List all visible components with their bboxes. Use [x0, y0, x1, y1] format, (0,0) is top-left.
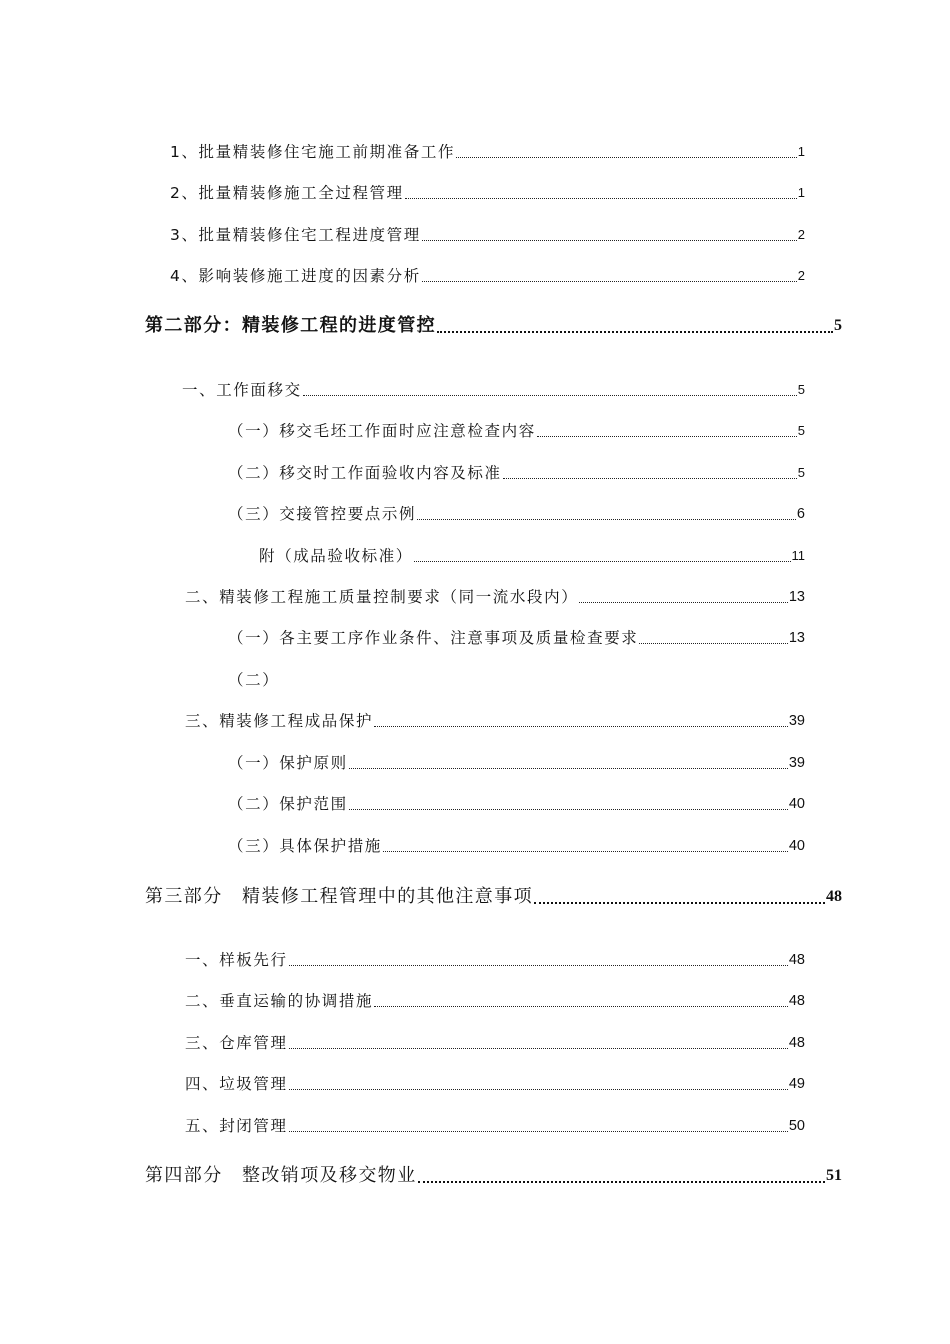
toc-entry-page: 40: [788, 838, 805, 854]
dot-leader: [437, 331, 833, 333]
dot-leader: [349, 768, 788, 769]
toc-part-page: 51: [826, 1167, 842, 1184]
toc-entry-label: 1、批量精装修住宅施工前期准备工作: [170, 143, 456, 161]
toc-part-4[interactable]: [145, 1164, 842, 1188]
dot-leader: [414, 561, 791, 562]
dot-leader: [349, 809, 788, 810]
toc-entry-label: 二、精装修工程施工质量控制要求（同一流水段内）: [185, 588, 579, 606]
toc-entry-label: 五、封闭管理: [185, 1117, 288, 1135]
toc-subsection-1b[interactable]: [228, 463, 805, 483]
toc-entry-label: （三）交接管控要点示例: [228, 505, 417, 523]
toc-entry-label: （一）各主要工序作业条件、注意事项及质量检查要求: [228, 629, 639, 647]
dot-leader: [503, 478, 797, 479]
toc-entry-label: （一）移交毛坯工作面时应注意检查内容: [228, 422, 536, 440]
toc-entry-label: 三、仓库管理: [185, 1034, 288, 1052]
dot-leader: [405, 198, 797, 199]
toc-entry-label: 附（成品验收标准）: [259, 547, 413, 565]
toc-entry-label: （二）: [228, 671, 280, 689]
dot-leader: [374, 726, 788, 727]
toc-entry-page: 39: [788, 713, 805, 729]
toc-item-5[interactable]: [185, 1116, 805, 1136]
toc-entry-label: 二、垂直运输的协调措施: [185, 992, 374, 1010]
toc-entry-label: （二）移交时工作面验收内容及标准: [228, 464, 502, 482]
toc-entry-label: 三、精装修工程成品保护: [185, 712, 374, 730]
toc-entry-label: 四、垃圾管理: [185, 1075, 288, 1093]
toc-entry-label: （一）保护原则: [228, 754, 348, 772]
toc-entry-page: 5: [797, 382, 805, 397]
dot-leader: [456, 157, 797, 158]
toc-part-label: 第三部分 精装修工程管理中的其他注意事项: [145, 886, 533, 907]
toc-entry-label: （三）具体保护措施: [228, 837, 382, 855]
toc-subsection-2a[interactable]: [228, 628, 805, 648]
toc-part-3[interactable]: [145, 885, 842, 909]
toc-section-1[interactable]: [182, 380, 805, 400]
dot-leader: [422, 240, 797, 241]
dot-leader: [418, 1181, 825, 1183]
toc-subsection-2b[interactable]: [228, 670, 279, 690]
toc-entry-page: 49: [788, 1076, 805, 1092]
dot-leader: [374, 1006, 788, 1007]
toc-subsection-1c[interactable]: [228, 504, 805, 524]
toc-part-2[interactable]: [145, 314, 842, 338]
dot-leader: [422, 281, 797, 282]
dot-leader: [639, 643, 787, 644]
dot-leader: [303, 395, 797, 396]
toc-entry-label: 一、样板先行: [185, 951, 288, 969]
toc-entry-page: 48: [788, 993, 805, 1009]
toc-subsection-3c[interactable]: [228, 836, 805, 856]
dot-leader: [289, 1089, 788, 1090]
toc-entry-label: 2、批量精装修施工全过程管理: [170, 184, 404, 202]
toc-entry-page: 40: [788, 796, 805, 812]
toc-section-2[interactable]: [185, 587, 805, 607]
toc-entry-page: 1: [797, 144, 805, 159]
dot-leader: [534, 902, 825, 904]
toc-subsection-1a[interactable]: [228, 421, 805, 441]
toc-entry-page: 2: [797, 227, 805, 242]
toc-entry-label: 一、工作面移交: [182, 381, 302, 399]
dot-leader: [417, 519, 796, 520]
toc-entry-4[interactable]: [170, 266, 805, 286]
toc-item-1[interactable]: [185, 950, 805, 970]
toc-item-3[interactable]: [185, 1033, 805, 1053]
toc-subsection-1d[interactable]: [259, 546, 805, 566]
dot-leader: [537, 436, 797, 437]
toc-entry-1[interactable]: [170, 142, 805, 162]
toc-subsection-3b[interactable]: [228, 794, 805, 814]
toc-entry-page: 48: [788, 952, 805, 968]
toc-entry-page: 2: [797, 268, 805, 283]
toc-entry-3[interactable]: [170, 225, 805, 245]
toc-item-2[interactable]: [185, 991, 805, 1011]
toc-part-page: 5: [834, 317, 842, 334]
toc-entry-page: 50: [788, 1118, 805, 1134]
toc-entry-label: 3、批量精装修住宅工程进度管理: [170, 226, 421, 244]
toc-part-page: 48: [826, 888, 842, 905]
dot-leader: [383, 851, 788, 852]
toc-entry-page: 5: [797, 465, 805, 480]
toc-entry-page: 11: [791, 548, 805, 563]
toc-part-label: 第二部分：精装修工程的进度管控: [145, 315, 436, 336]
dot-leader: [289, 1048, 788, 1049]
toc-entry-page: 13: [788, 630, 805, 646]
dot-leader: [289, 1131, 788, 1132]
toc-entry-label: （二）保护范围: [228, 795, 348, 813]
toc-entry-page: 48: [788, 1035, 805, 1051]
toc-item-4[interactable]: [185, 1074, 805, 1094]
toc-entry-page: 5: [797, 423, 805, 438]
toc-subsection-3a[interactable]: [228, 753, 805, 773]
toc-entry-page: 39: [788, 755, 805, 771]
toc-entry-label: 4、影响装修施工进度的因素分析: [170, 267, 421, 285]
toc-entry-page: 13: [788, 589, 805, 605]
toc-entry-page: 1: [797, 185, 805, 200]
dot-leader: [289, 965, 788, 966]
toc-section-3[interactable]: [185, 711, 805, 731]
toc-entry-2[interactable]: [170, 183, 805, 203]
dot-leader: [579, 602, 788, 603]
toc-entry-page: 6: [796, 506, 805, 522]
toc-part-label: 第四部分 整改销项及移交物业: [145, 1165, 417, 1186]
